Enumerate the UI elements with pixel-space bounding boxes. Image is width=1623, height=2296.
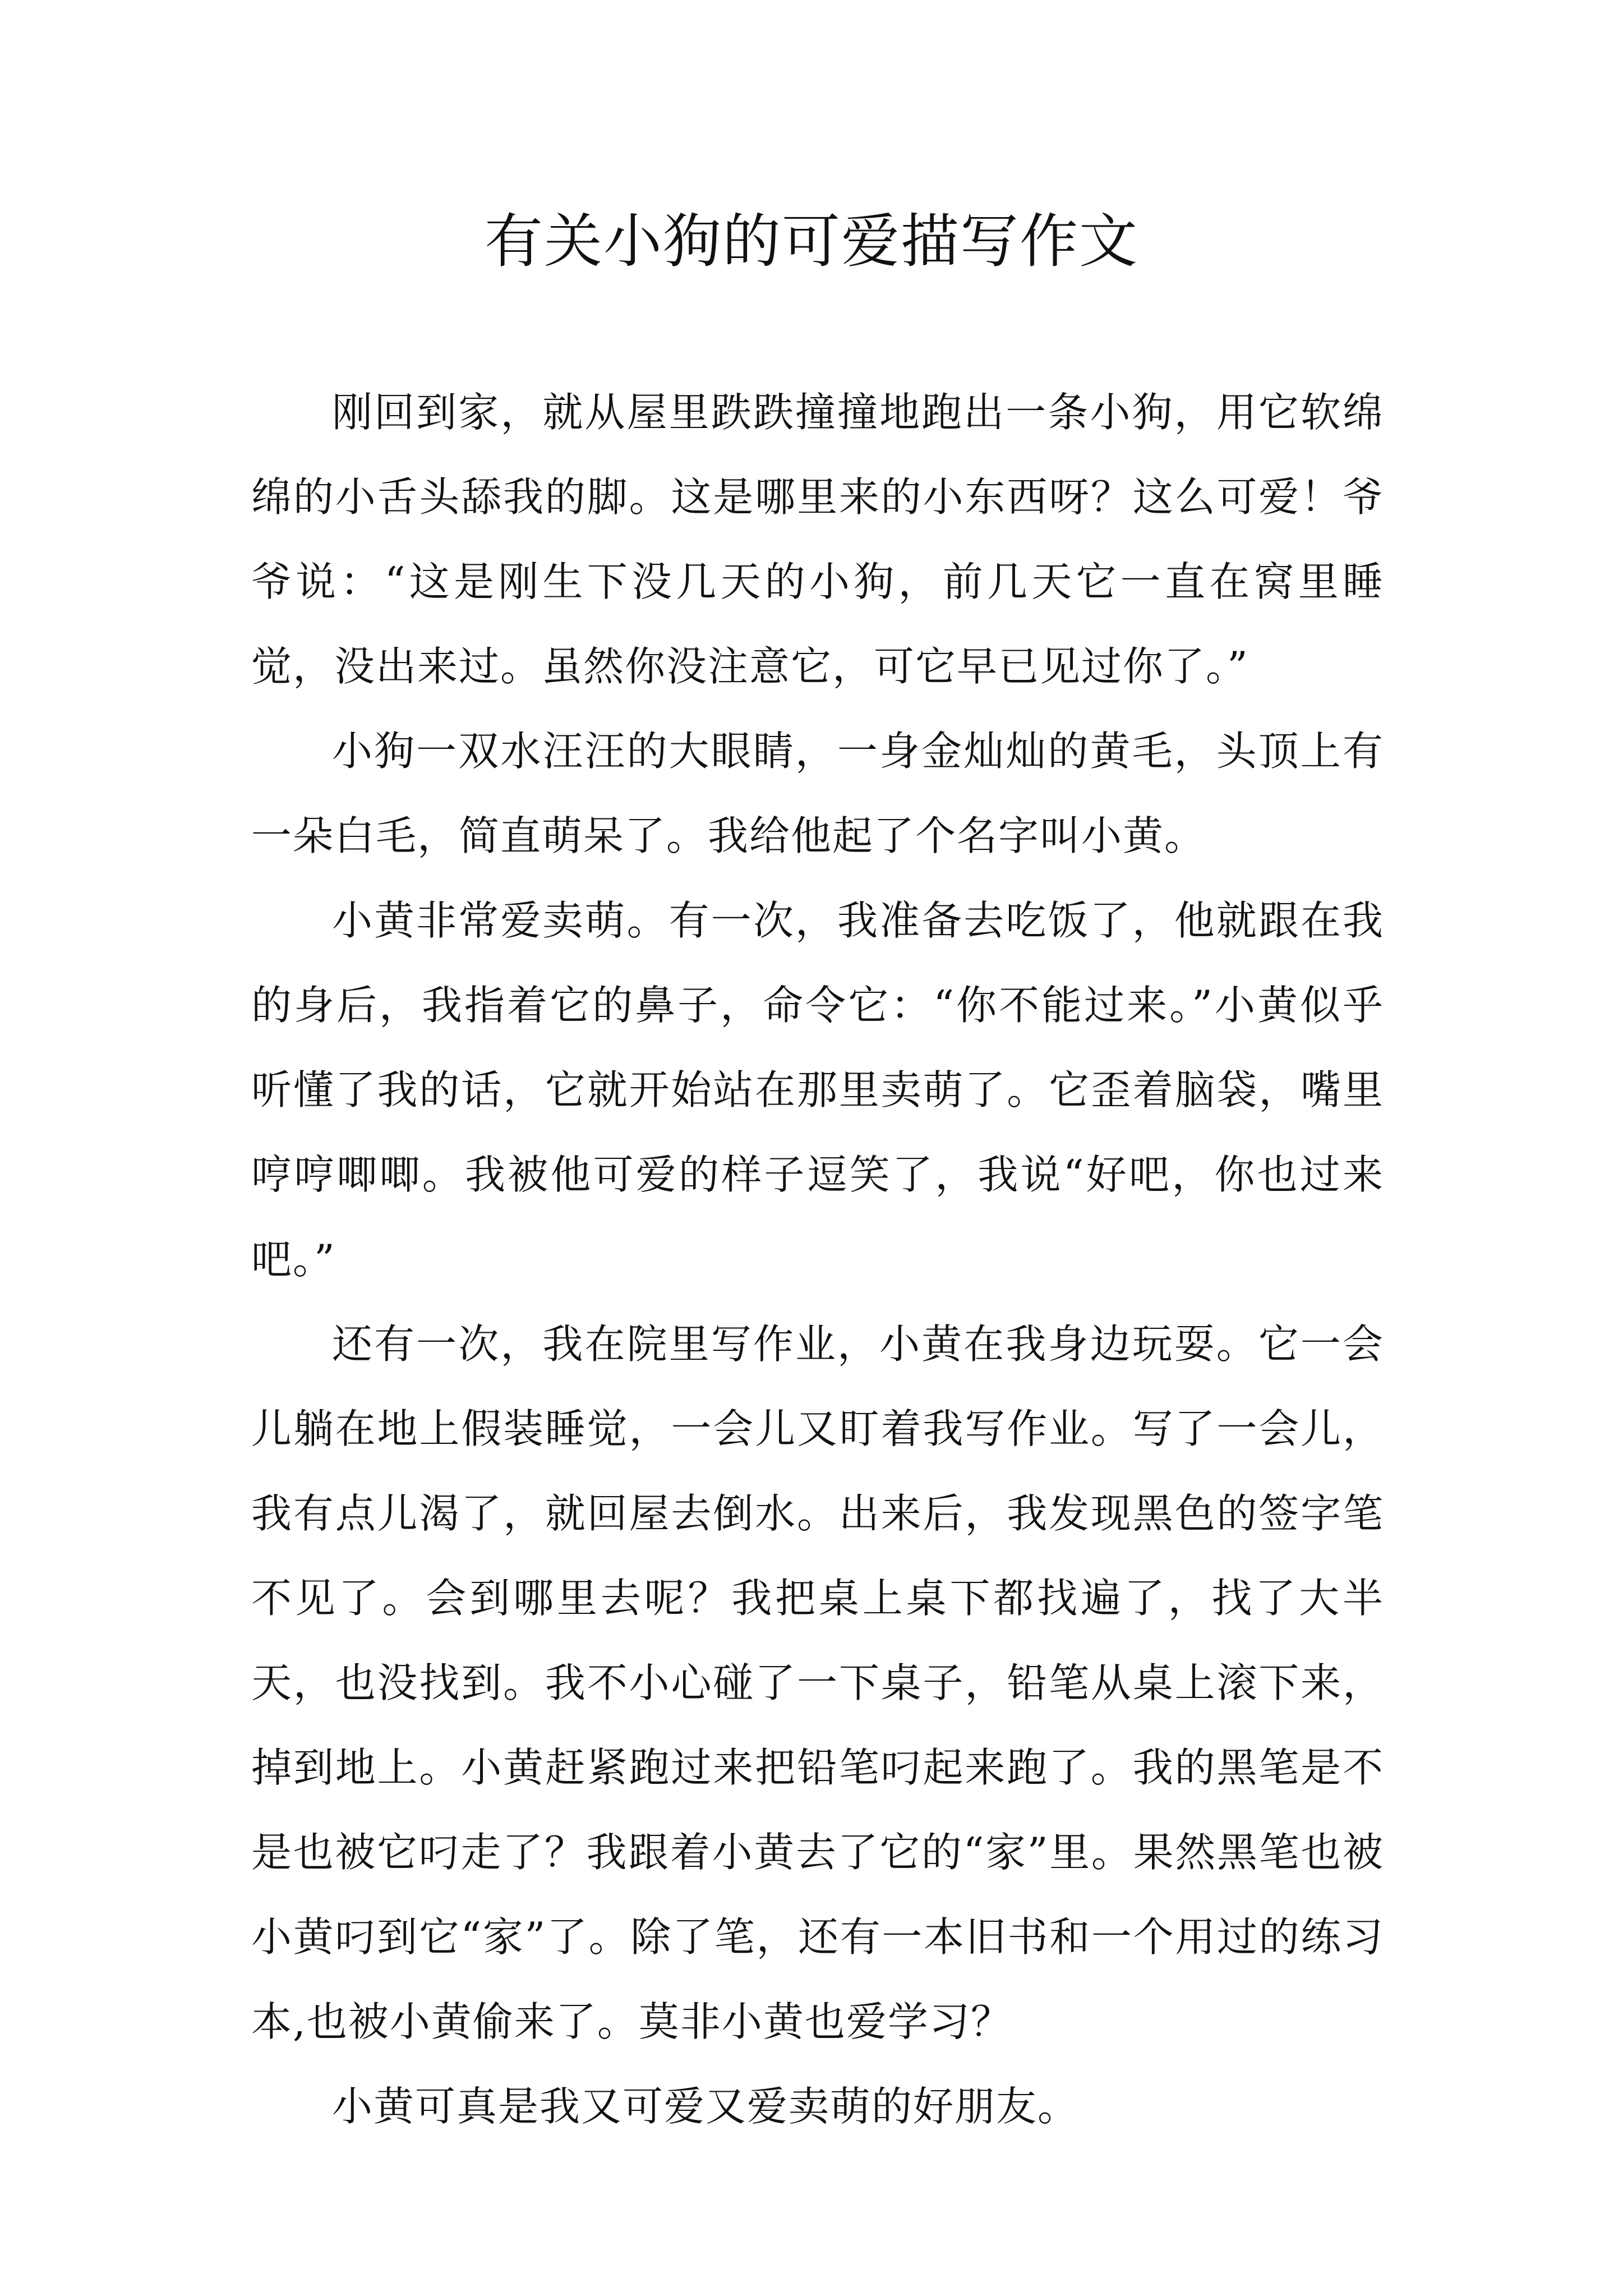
document-body	[251, 370, 1384, 2149]
paragraph-1: 刚回到家，就从屋里跌跌撞撞地跑出一条小狗，用它软绵绵的小舌头舔我的脚。这是哪里来的小东西呀？这么可爱！爷爷说：“这是刚生下没几天的小狗，前几天它一直在窝里睡觉，没出来过。虽然你没注意它，可它早已见过你了。”	[251, 389, 1384, 690]
document-title: 有关小狗的可爱描写作文	[484, 207, 1138, 275]
paragraph-2: 小狗一双水汪汪的大眼睛，一身金灿灿的黄毛，头顶上有一朵白毛，简直萌呆了。我给他起了个名字叫小黄。	[251, 728, 1384, 859]
paragraph-3: 小黄非常爱卖萌。有一次，我准备去吃饭了，他就跟在我的身后，我指着它的鼻子，命令它：“你不能过来。”小黄似乎听懂了我的话，它就开始站在那里卖萌了。它歪着脑袋，嘴里哼哼唧唧。我被他可爱的样子逗笑了，我说“好吧，你也过来吧。”	[251, 897, 1384, 1283]
paragraph-5: 小黄可真是我又可爱又爱卖萌的好朋友。	[332, 2083, 1080, 2130]
paragraph-4: 还有一次，我在院里写作业，小黄在我身边玩耍。它一会儿躺在地上假装睡觉，一会儿又盯着我写作业。写了一会儿，我有点儿渴了，就回屋去倒水。出来后，我发现黑色的签字笔不见了。会到哪里去呢？我把桌上桌下都找遍了，找了大半天，也没找到。我不小心碰了一下桌子，铅笔从桌上滚下来，掉到地上。小黄赶紧跑过来把铅笔叼起来跑了。我的黑笔是不是也被它叼走了？我跟着小黄去了它的“家”里。果然黑笔也被小黄叼到它“家”了。除了笔，还有一本旧书和一个用过的练习本,也被小黄偷来了。莫非小黄也爱学习？	[251, 1320, 1384, 2045]
